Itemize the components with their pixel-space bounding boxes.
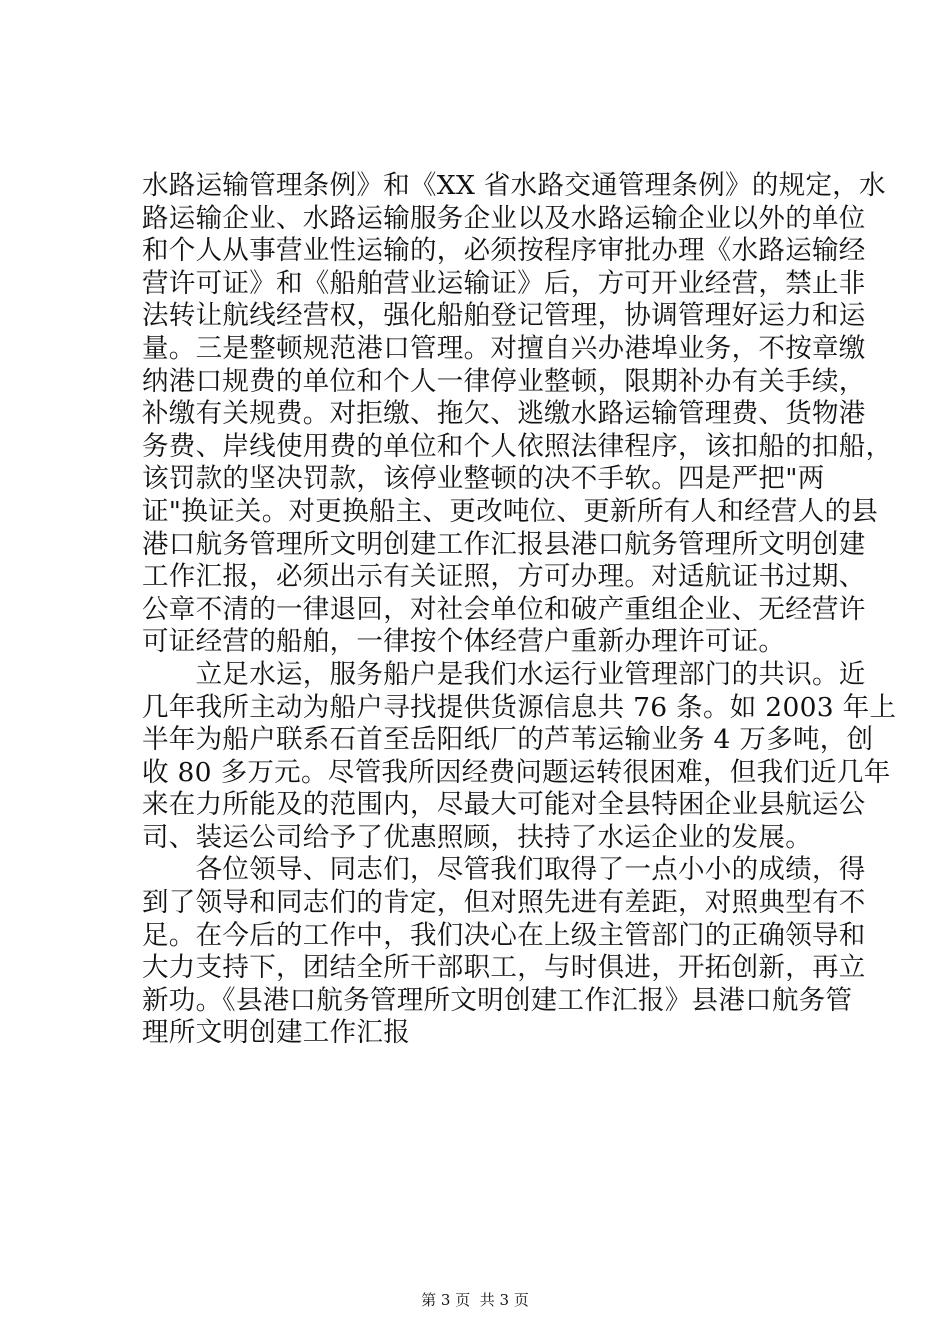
text-line: 几年我所主动为船户寻找提供货源信息共 76 条。如 2003 年上 xyxy=(142,691,897,723)
text-line: 路运输企业、水路运输服务企业以及水路运输企业以外的单位 xyxy=(142,202,866,234)
text-line: 营许可证》和《船舶营业运输证》后，方可开业经营，禁止非 xyxy=(142,267,866,299)
text-line: 大力支持下，团结全所干部职工，与时俱进，开拓创新，再立 xyxy=(142,952,866,984)
text-line: 水路运输管理条例》和《XX 省水路交通管理条例》的规定，水 xyxy=(142,170,886,201)
page-number-footer: 第 3 页 共 3 页 xyxy=(421,1291,529,1309)
text-line: 理所文明创建工作汇报 xyxy=(142,1017,410,1049)
text-line: 新功。《县港口航务管理所文明创建工作汇报》县港口航务管 xyxy=(142,984,853,1016)
text-line: 到了领导和同志们的肯定，但对照先进有差距，对照典型有不 xyxy=(142,887,866,919)
text-line: 工作汇报，必须出示有关证照，方可办理。对适航证书过期、 xyxy=(142,561,866,593)
text-line: 该罚款的坚决罚款，该停业整顿的决不手软。四是严把"两 xyxy=(142,463,825,495)
text-line: 公章不清的一律退回，对社会单位和破产重组企业、无经营许 xyxy=(142,593,866,625)
text-line: 补缴有关规费。对拒缴、拖欠、逃缴水路运输管理费、货物港 xyxy=(142,398,866,430)
document-body xyxy=(142,170,897,1050)
text-line: 法转让航线经营权，强化船舶登记管理，协调管理好运力和运 xyxy=(142,300,866,332)
text-line: 可证经营的船舶，一律按个体经营户重新办理许可证。 xyxy=(142,626,786,658)
text-line: 收 80 多万元。尽管我所因经费问题运转很困难，但我们近几年 xyxy=(142,756,891,788)
text-line: 量。三是整顿规范港口管理。对擅自兴办港埠业务，不按章缴 xyxy=(142,332,866,364)
text-line: 港口航务管理所文明创建工作汇报县港口航务管理所文明创建 xyxy=(142,528,866,560)
text-line: 司、装运公司给予了优惠照顾，扶持了水运企业的发展。 xyxy=(142,821,812,853)
text-line: 各位领导、同志们，尽管我们取得了一点小小的成绩，得 xyxy=(142,854,866,886)
text-line: 足。在今后的工作中，我们决心在上级主管部门的正确领导和 xyxy=(142,919,866,951)
text-line: 来在力所能及的范围内，尽最大可能对全县特困企业县航运公 xyxy=(142,789,866,821)
text-line: 纳港口规费的单位和个人一律停业整顿，限期补办有关手续， xyxy=(142,365,866,397)
text-line: 证"换证关。对更换船主、更改吨位、更新所有人和经营人的县 xyxy=(142,495,879,527)
text-line: 务费、岸线使用费的单位和个人依照法律程序，该扣船的扣船， xyxy=(142,430,893,462)
text-line: 立足水运，服务船户是我们水运行业管理部门的共识。近 xyxy=(142,658,866,690)
text-line: 半年为船户联系石首至岳阳纸厂的芦苇运输业务 4 万多吨，创 xyxy=(142,724,874,756)
text-line: 和个人从事营业性运输的，必须按程序审批办理《水路运输经 xyxy=(142,235,866,267)
